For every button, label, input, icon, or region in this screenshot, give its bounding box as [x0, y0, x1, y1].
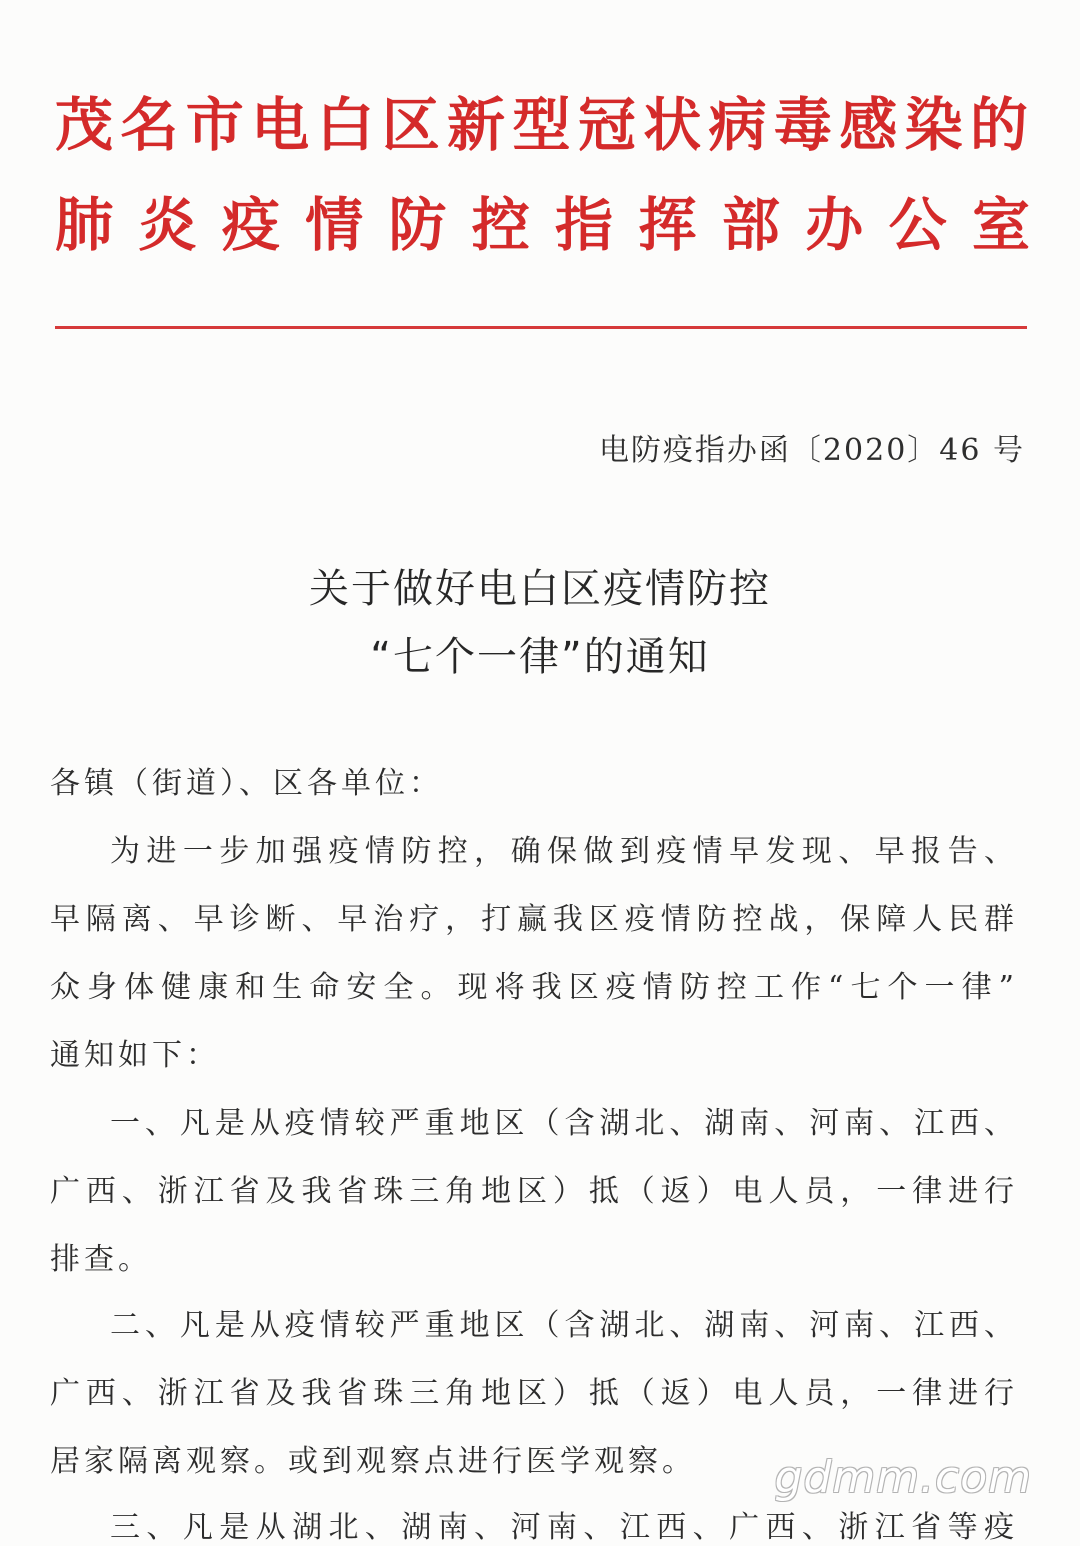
body-line: 众身体健康和生命安全。现将我区疫情防控工作“七个一律”	[50, 970, 1018, 1005]
body-line: 三、凡是从湖北、湖南、河南、江西、广西、浙江省等疫	[110, 1510, 1018, 1545]
body-line: 通知如下：	[50, 1038, 220, 1073]
salutation: 各镇（街道）、区各单位：	[50, 766, 443, 801]
body-line: 居家隔离观察。或到观察点进行医学观察。	[50, 1444, 696, 1479]
body-line: 排查。	[50, 1242, 152, 1277]
issuer-header-line-1: 茂名市电白区新型冠状病毒感染的	[55, 91, 1030, 159]
body-line: 早隔离、早诊断、早治疗，打赢我区疫情防控战，保障人民群	[50, 902, 1018, 937]
body-line: 广西、浙江省及我省珠三角地区）抵（返）电人员，一律进行	[50, 1174, 1018, 1209]
red-divider-rule	[55, 326, 1027, 329]
body-line: 二、凡是从疫情较严重地区（含湖北、湖南、河南、江西、	[110, 1308, 1018, 1343]
body-line: 广西、浙江省及我省珠三角地区）抵（返）电人员，一律进行	[50, 1376, 1018, 1411]
site-watermark: gdmm.com	[774, 1452, 1032, 1503]
body-line: 为进一步加强疫情防控，确保做到疫情早发现、早报告、	[110, 834, 1018, 869]
document-title-line-1: 关于做好电白区疫情防控	[309, 566, 771, 612]
issuer-header-line-2: 肺炎疫情防控指挥部办公室	[55, 191, 1030, 259]
document-title-line-2: “七个一律”的通知	[370, 634, 710, 680]
body-line: 一、凡是从疫情较严重地区（含湖北、湖南、河南、江西、	[110, 1106, 1018, 1141]
document-number: 电防疫指办函〔2020〕46 号	[598, 433, 1025, 468]
